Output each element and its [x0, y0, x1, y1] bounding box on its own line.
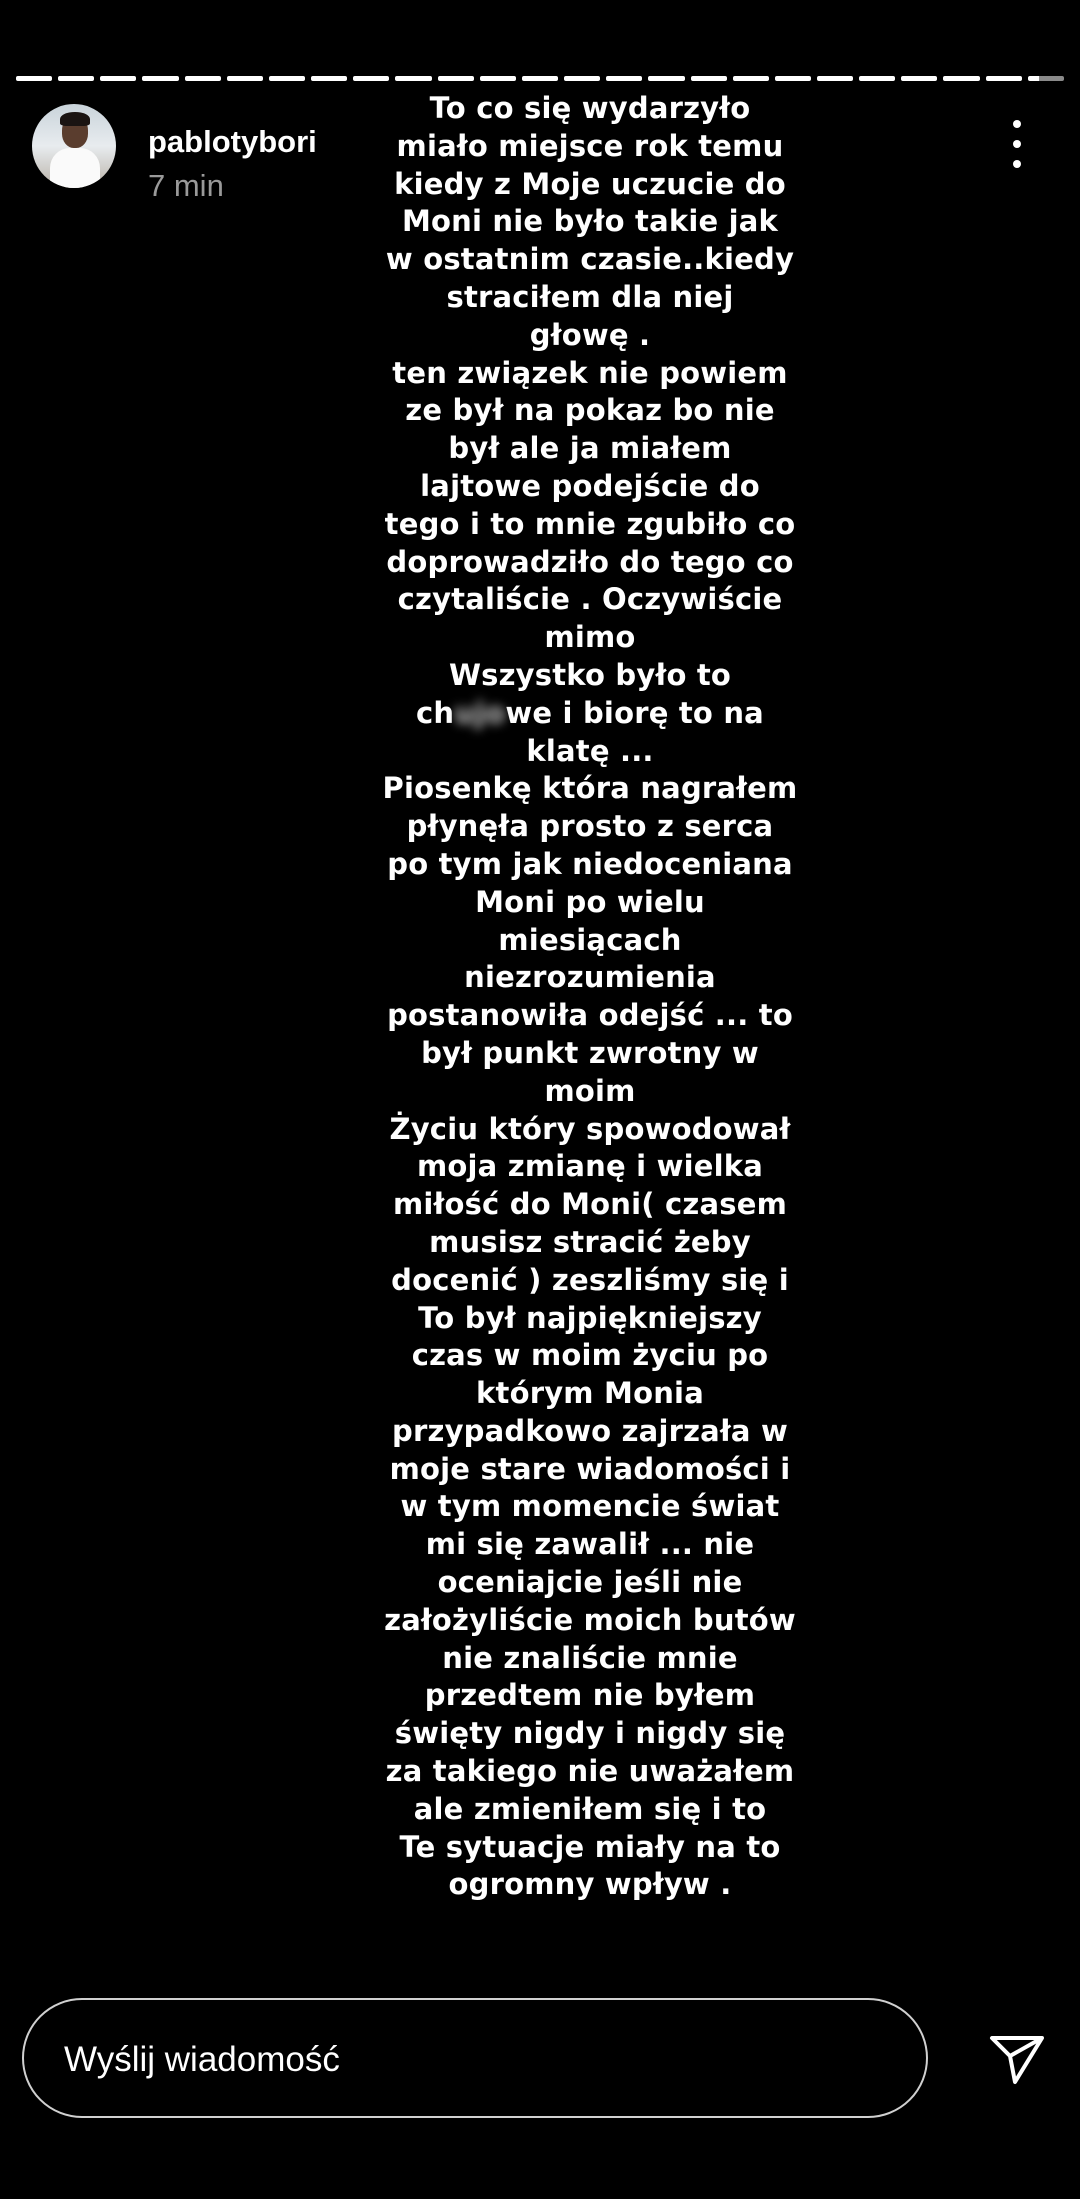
story-line: przypadkowo zajrzała w — [392, 1413, 788, 1448]
story-line: był punkt zwrotny w — [421, 1035, 759, 1070]
story-line: którym Monia — [476, 1376, 704, 1411]
story-text — [330, 90, 850, 1904]
progress-segment — [901, 76, 937, 81]
censored-word: ujo — [454, 695, 506, 730]
story-line: głowę . — [529, 317, 651, 352]
progress-segment — [100, 76, 136, 81]
story-line: mi się zawalił ... nie — [425, 1527, 755, 1562]
progress-segment — [648, 76, 684, 81]
progress-segment — [269, 76, 305, 81]
progress-segment — [733, 76, 769, 81]
story-line: Piosenkę która nagrałem — [382, 771, 798, 806]
story-line: postanowiła odejść ... to — [387, 998, 793, 1033]
story-line: ale zmieniłem się i to — [413, 1791, 767, 1826]
story-time: 7 min — [148, 168, 224, 203]
progress-segment — [311, 76, 347, 81]
progress-segment — [817, 76, 853, 81]
story-line: Te sytuacje miały na to — [399, 1829, 781, 1864]
story-line: To był najpiękniejszy — [418, 1300, 762, 1335]
story-line: miłość do Moni( czasem — [392, 1187, 788, 1222]
more-vertical-icon[interactable] — [1005, 120, 1029, 168]
story-line: oceniajcie jeśli nie — [437, 1565, 743, 1600]
story-line: mimo — [544, 620, 636, 655]
story-line: czas w moim życiu po — [411, 1338, 769, 1373]
story-line: Życiu który spowodował — [389, 1111, 791, 1146]
progress-segment — [185, 76, 221, 81]
story-line: niezrozumienia — [464, 960, 716, 995]
story-line: święty nigdy i nigdy się — [394, 1716, 786, 1751]
progress-segment — [58, 76, 94, 81]
progress-segment — [438, 76, 474, 81]
story-line: To co się wydarzyło — [429, 91, 751, 125]
story-line: kiedy z Moje uczucie do — [394, 166, 786, 201]
progress-segment — [691, 76, 727, 81]
story-line: ten związek nie powiem — [392, 355, 788, 390]
progress-segment — [606, 76, 642, 81]
story-line: moim — [544, 1073, 636, 1108]
username[interactable]: pablotybori — [148, 124, 317, 159]
story-line: miało miejsce rok temu — [396, 128, 784, 163]
progress-segment — [943, 76, 979, 81]
story-line: ze był na pokaz bo nie — [405, 393, 775, 428]
story-line: Wszystko było to — [448, 657, 732, 692]
story-line: nie znaliście mnie — [442, 1640, 738, 1675]
story-progress-bar — [16, 76, 1064, 81]
story-fragment: we i biorę to na — [505, 695, 764, 730]
progress-segment — [986, 76, 1022, 81]
story-line: ogromny wpływ . — [448, 1867, 732, 1902]
story-fragment: ch — [416, 695, 455, 730]
story-line: doprowadziło do tego co — [386, 544, 794, 579]
story-line: przedtem nie byłem — [424, 1678, 756, 1713]
story-line: musisz stracić żeby — [429, 1224, 751, 1259]
story-line: po tym jak niedoceniana — [387, 846, 793, 881]
story-line: klatę ... — [526, 733, 654, 768]
progress-segment — [142, 76, 178, 81]
story-line: docenić ) zeszliśmy się i — [391, 1262, 789, 1297]
story-line: założyliście moich butów — [384, 1602, 796, 1637]
story-line: straciłem dla niej — [446, 279, 734, 314]
progress-segment — [16, 76, 52, 81]
message-input[interactable] — [22, 1998, 928, 2118]
story-line: za takiego nie uważałem — [385, 1754, 795, 1789]
story-line: moja zmianę i wielka — [417, 1149, 763, 1184]
progress-segment — [353, 76, 389, 81]
progress-segment — [395, 76, 431, 81]
story-line: Moni nie było takie jak — [401, 204, 779, 239]
story-line: moje stare wiadomości i — [389, 1451, 791, 1486]
progress-segment — [522, 76, 558, 81]
story-line: miesiącach — [498, 922, 682, 957]
story-line: w ostatnim czasie..kiedy — [385, 242, 795, 277]
story-line: był ale ja miałem — [448, 431, 732, 466]
progress-segment — [480, 76, 516, 81]
story-line: Moni po wielu — [475, 884, 705, 919]
story-line: czytaliście . Oczywiście — [397, 582, 783, 617]
avatar[interactable] — [32, 104, 116, 188]
paper-plane-icon[interactable] — [988, 2032, 1046, 2086]
message-placeholder: Wyślij wiadomość — [64, 2040, 340, 2079]
story-line: tego i to mnie zgubiło co — [384, 506, 796, 541]
story-line: lajtowe podejście do — [420, 468, 760, 503]
progress-segment — [859, 76, 895, 81]
story-line: w tym momencie świat — [400, 1489, 780, 1524]
progress-segment — [1028, 76, 1064, 81]
progress-segment — [227, 76, 263, 81]
story-line-censored — [330, 695, 850, 733]
progress-segment — [775, 76, 811, 81]
story-line: płynęła prosto z serca — [406, 809, 774, 844]
progress-segment — [564, 76, 600, 81]
